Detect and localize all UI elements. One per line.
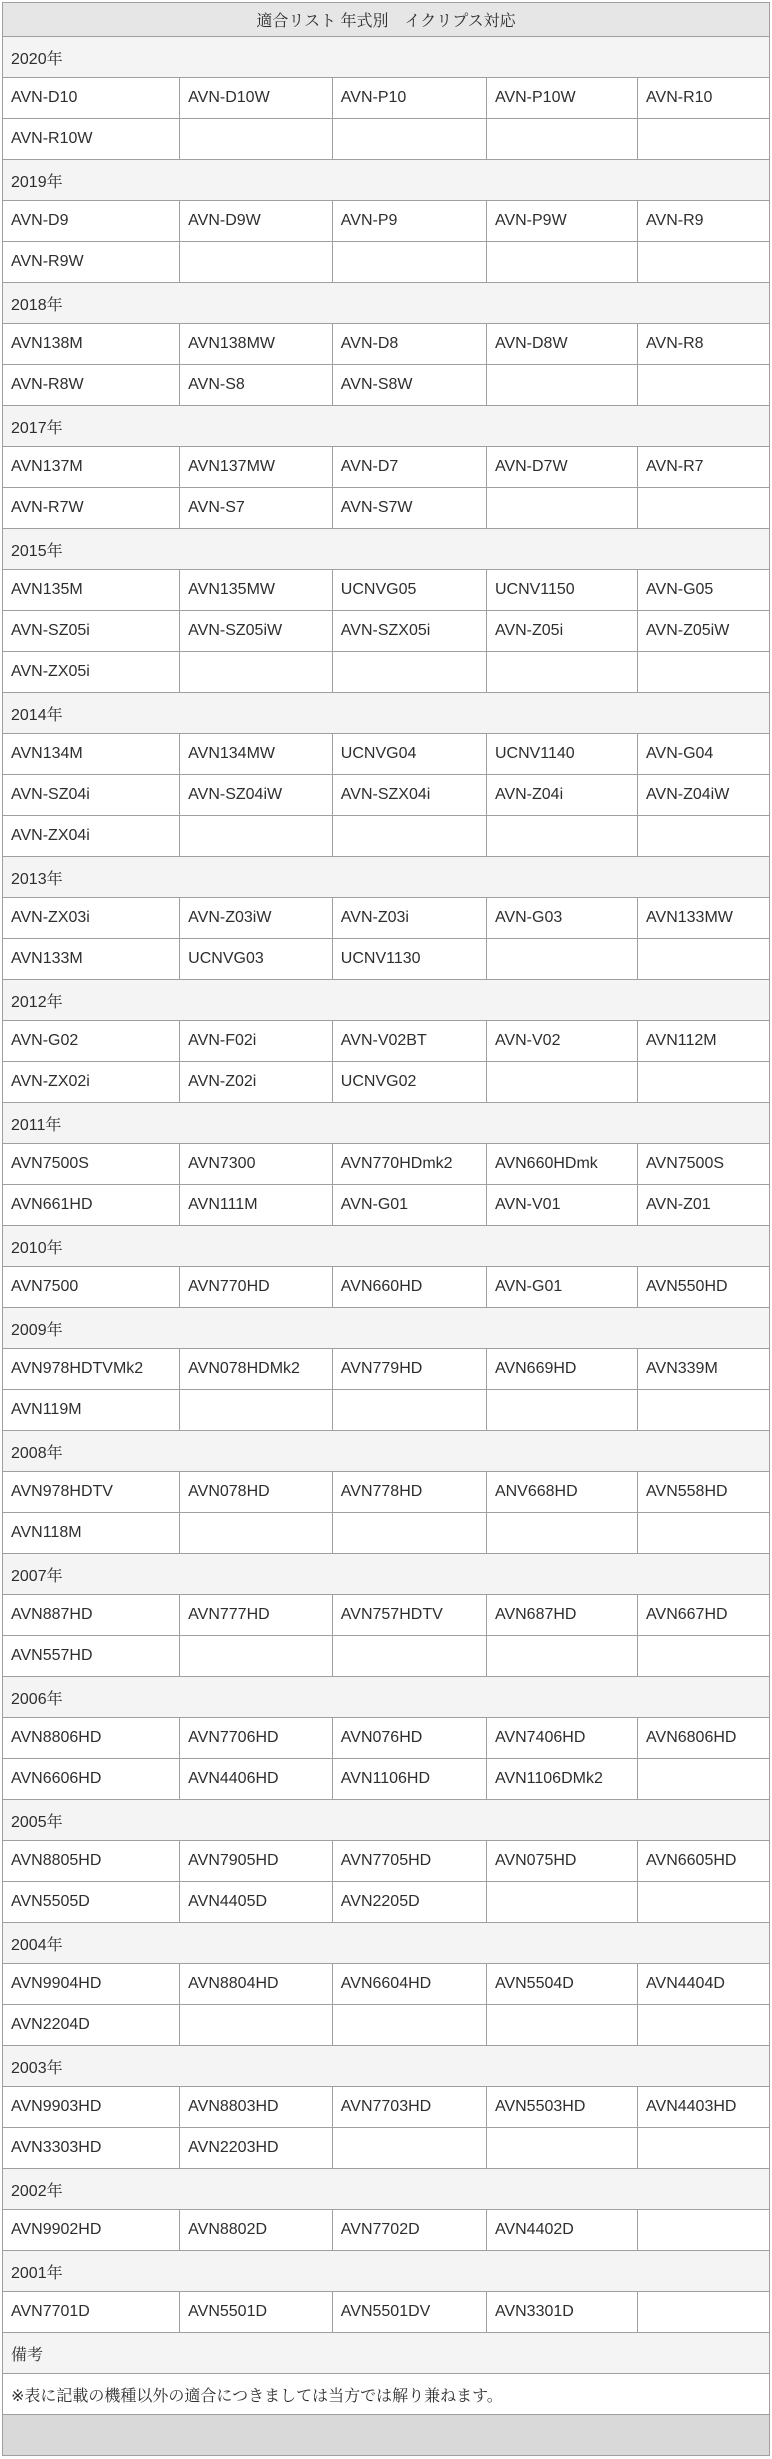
year-header-row <box>3 2046 770 2087</box>
model-cell: UCNV1150 <box>486 570 637 611</box>
empty-cell <box>180 652 333 693</box>
empty-cell <box>638 2005 770 2046</box>
model-cell: AVN7702D <box>332 2210 486 2251</box>
model-cell: AVN757HDTV <box>332 1595 486 1636</box>
model-cell: AVN5504D <box>486 1964 637 2005</box>
empty-cell <box>638 1390 770 1431</box>
model-row <box>3 1636 770 1677</box>
model-row <box>3 734 770 775</box>
model-cell: AVN4402D <box>486 2210 637 2251</box>
model-cell: AVN135MW <box>180 570 333 611</box>
model-cell: AVN661HD <box>3 1185 180 1226</box>
model-row <box>3 2128 770 2169</box>
model-cell: AVN-D10W <box>180 78 333 119</box>
empty-cell <box>638 1759 770 1800</box>
model-cell: AVN687HD <box>486 1595 637 1636</box>
empty-cell <box>180 816 333 857</box>
model-cell: AVN-Z04i <box>486 775 637 816</box>
model-cell: AVN7300 <box>180 1144 333 1185</box>
model-cell: AVN4403HD <box>638 2087 770 2128</box>
model-cell: AVN7500S <box>3 1144 180 1185</box>
model-cell: AVN-ZX03i <box>3 898 180 939</box>
empty-cell <box>180 1636 333 1677</box>
model-cell: AVN-Z03iW <box>180 898 333 939</box>
model-row <box>3 201 770 242</box>
year-header: 2018年 <box>3 283 770 324</box>
empty-cell <box>180 1513 333 1554</box>
model-cell: AVN-Z01 <box>638 1185 770 1226</box>
empty-cell <box>486 2005 637 2046</box>
model-cell: AVN-G03 <box>486 898 637 939</box>
model-row <box>3 1964 770 2005</box>
empty-cell <box>332 816 486 857</box>
model-cell: AVN-Z05i <box>486 611 637 652</box>
model-cell: AVN660HD <box>332 1267 486 1308</box>
model-cell: AVN138M <box>3 324 180 365</box>
empty-cell <box>638 2210 770 2251</box>
empty-cell <box>180 2005 333 2046</box>
empty-cell <box>486 816 637 857</box>
model-cell: AVN-Z04iW <box>638 775 770 816</box>
year-header-row <box>3 2251 770 2292</box>
model-row <box>3 1185 770 1226</box>
model-cell: AVN5503HD <box>486 2087 637 2128</box>
year-header-row <box>3 980 770 1021</box>
model-row <box>3 1144 770 1185</box>
model-cell: AVN137MW <box>180 447 333 488</box>
model-cell: AVN5505D <box>3 1882 180 1923</box>
model-cell: AVN558HD <box>638 1472 770 1513</box>
empty-cell <box>486 1882 637 1923</box>
model-cell: AVN-G01 <box>486 1267 637 1308</box>
model-cell: AVN1106DMk2 <box>486 1759 637 1800</box>
model-cell: AVN-R7W <box>3 488 180 529</box>
empty-cell <box>638 1882 770 1923</box>
model-cell: AVN7500S <box>638 1144 770 1185</box>
empty-cell <box>486 488 637 529</box>
model-cell: AVN-S7W <box>332 488 486 529</box>
empty-cell <box>486 1513 637 1554</box>
empty-cell <box>180 242 333 283</box>
year-header-row <box>3 857 770 898</box>
model-cell: AVN-Z03i <box>332 898 486 939</box>
model-cell: AVN3301D <box>486 2292 637 2333</box>
model-row <box>3 775 770 816</box>
model-row <box>3 1472 770 1513</box>
model-cell: AVN075HD <box>486 1841 637 1882</box>
model-row <box>3 447 770 488</box>
model-cell: AVN-S7 <box>180 488 333 529</box>
model-cell: AVN9903HD <box>3 2087 180 2128</box>
remarks-header-row <box>3 2333 770 2374</box>
model-cell: AVN5501DV <box>332 2292 486 2333</box>
model-cell: AVN8806HD <box>3 1718 180 1759</box>
empty-cell <box>486 119 637 160</box>
year-header: 2013年 <box>3 857 770 898</box>
model-cell: AVN6604HD <box>332 1964 486 2005</box>
model-cell: AVN339M <box>638 1349 770 1390</box>
year-header: 2008年 <box>3 1431 770 1472</box>
year-header: 2003年 <box>3 2046 770 2087</box>
empty-cell <box>638 1513 770 1554</box>
year-header: 2014年 <box>3 693 770 734</box>
model-cell: AVN660HDmk <box>486 1144 637 1185</box>
empty-cell <box>332 2128 486 2169</box>
model-row <box>3 1390 770 1431</box>
model-cell: AVN1106HD <box>332 1759 486 1800</box>
empty-cell <box>180 119 333 160</box>
model-cell: AVN7703HD <box>332 2087 486 2128</box>
year-header-row <box>3 1800 770 1841</box>
model-row <box>3 78 770 119</box>
model-cell: AVN778HD <box>332 1472 486 1513</box>
model-cell: AVN-R8W <box>3 365 180 406</box>
model-cell: AVN7706HD <box>180 1718 333 1759</box>
model-row <box>3 939 770 980</box>
model-cell: AVN119M <box>3 1390 180 1431</box>
model-cell: AVN-ZX04i <box>3 816 180 857</box>
model-cell: UCNVG04 <box>332 734 486 775</box>
model-cell: AVN7705HD <box>332 1841 486 1882</box>
model-cell: AVN550HD <box>638 1267 770 1308</box>
model-row <box>3 1062 770 1103</box>
empty-cell <box>486 2128 637 2169</box>
year-header: 2002年 <box>3 2169 770 2210</box>
model-cell: AVN779HD <box>332 1349 486 1390</box>
empty-cell <box>638 2128 770 2169</box>
model-cell: AVN557HD <box>3 1636 180 1677</box>
model-cell: AVN7406HD <box>486 1718 637 1759</box>
empty-cell <box>332 2005 486 2046</box>
model-row <box>3 119 770 160</box>
model-row <box>3 652 770 693</box>
year-header-row <box>3 1308 770 1349</box>
model-cell: AVN4406HD <box>180 1759 333 1800</box>
model-cell: ANV668HD <box>486 1472 637 1513</box>
model-cell: AVN134M <box>3 734 180 775</box>
model-cell: AVN-Z05iW <box>638 611 770 652</box>
empty-cell <box>638 488 770 529</box>
model-cell: AVN-SZX05i <box>332 611 486 652</box>
model-cell: AVN-F02i <box>180 1021 333 1062</box>
model-cell: AVN-R9 <box>638 201 770 242</box>
year-header-row <box>3 693 770 734</box>
model-cell: AVN-V01 <box>486 1185 637 1226</box>
empty-cell <box>638 652 770 693</box>
model-cell: UCNV1140 <box>486 734 637 775</box>
model-cell: AVN978HDTV <box>3 1472 180 1513</box>
model-cell: AVN133MW <box>638 898 770 939</box>
model-cell: AVN887HD <box>3 1595 180 1636</box>
empty-cell <box>332 1513 486 1554</box>
model-cell: AVN-S8 <box>180 365 333 406</box>
empty-cell <box>332 652 486 693</box>
model-cell: AVN118M <box>3 1513 180 1554</box>
model-cell: AVN8802D <box>180 2210 333 2251</box>
model-cell: AVN-R7 <box>638 447 770 488</box>
model-cell: AVN-D8W <box>486 324 637 365</box>
model-cell: AVN-D7 <box>332 447 486 488</box>
model-cell: AVN770HD <box>180 1267 333 1308</box>
year-header: 2015年 <box>3 529 770 570</box>
model-cell: AVN-SZ04i <box>3 775 180 816</box>
model-row <box>3 1841 770 1882</box>
year-header-row <box>3 1554 770 1595</box>
year-header: 2007年 <box>3 1554 770 1595</box>
model-cell: AVN669HD <box>486 1349 637 1390</box>
model-cell: AVN6605HD <box>638 1841 770 1882</box>
year-header-row <box>3 2169 770 2210</box>
model-row <box>3 2005 770 2046</box>
model-cell: AVN-V02BT <box>332 1021 486 1062</box>
empty-cell <box>638 2292 770 2333</box>
year-header-row <box>3 406 770 447</box>
remarks-note: ※表に記載の機種以外の適合につきましては当方では解り兼ねます。 <box>3 2374 770 2415</box>
empty-cell <box>332 1390 486 1431</box>
remarks-header: 備考 <box>3 2333 770 2374</box>
model-cell: AVN134MW <box>180 734 333 775</box>
empty-cell <box>332 242 486 283</box>
empty-cell <box>332 1636 486 1677</box>
empty-cell <box>180 1390 333 1431</box>
model-row <box>3 570 770 611</box>
model-cell: AVN-R8 <box>638 324 770 365</box>
model-cell: AVN133M <box>3 939 180 980</box>
model-cell: AVN6606HD <box>3 1759 180 1800</box>
model-row <box>3 816 770 857</box>
model-cell: AVN8805HD <box>3 1841 180 1882</box>
model-cell: AVN7905HD <box>180 1841 333 1882</box>
model-row <box>3 2292 770 2333</box>
empty-cell <box>486 242 637 283</box>
model-cell: AVN2205D <box>332 1882 486 1923</box>
model-cell: AVN4404D <box>638 1964 770 2005</box>
model-cell: AVN-R10 <box>638 78 770 119</box>
model-cell: AVN-SZ05iW <box>180 611 333 652</box>
model-cell: AVN-G01 <box>332 1185 486 1226</box>
model-row <box>3 2087 770 2128</box>
model-cell: AVN978HDTVMk2 <box>3 1349 180 1390</box>
compatibility-table <box>2 2 770 2456</box>
model-cell: AVN-P10 <box>332 78 486 119</box>
model-cell: AVN-ZX02i <box>3 1062 180 1103</box>
footer-empty-cell <box>3 2415 770 2456</box>
year-header-row <box>3 529 770 570</box>
model-cell: AVN-SZX04i <box>332 775 486 816</box>
model-cell: AVN135M <box>3 570 180 611</box>
year-header: 2019年 <box>3 160 770 201</box>
model-cell: AVN078HD <box>180 1472 333 1513</box>
empty-cell <box>638 1636 770 1677</box>
year-header-row <box>3 1226 770 1267</box>
year-header: 2006年 <box>3 1677 770 1718</box>
model-row <box>3 324 770 365</box>
empty-cell <box>332 119 486 160</box>
model-cell: AVN-P9W <box>486 201 637 242</box>
model-cell: AVN-SZ05i <box>3 611 180 652</box>
year-header: 2005年 <box>3 1800 770 1841</box>
empty-cell <box>638 939 770 980</box>
page-title: 適合リスト 年式別 イクリプス対応 <box>3 3 770 37</box>
year-header-row <box>3 1923 770 1964</box>
year-header: 2010年 <box>3 1226 770 1267</box>
model-cell: AVN9902HD <box>3 2210 180 2251</box>
year-header-row <box>3 1103 770 1144</box>
empty-cell <box>638 365 770 406</box>
model-cell: AVN667HD <box>638 1595 770 1636</box>
model-cell: AVN-G02 <box>3 1021 180 1062</box>
model-cell: AVN7701D <box>3 2292 180 2333</box>
model-cell: AVN4405D <box>180 1882 333 1923</box>
empty-cell <box>486 652 637 693</box>
model-row <box>3 1513 770 1554</box>
model-cell: AVN-S8W <box>332 365 486 406</box>
year-header: 2004年 <box>3 1923 770 1964</box>
footer-empty-row <box>3 2415 770 2456</box>
model-cell: AVN-P9 <box>332 201 486 242</box>
model-cell: AVN-SZ04iW <box>180 775 333 816</box>
year-header: 2001年 <box>3 2251 770 2292</box>
year-header-row <box>3 37 770 78</box>
model-cell: AVN770HDmk2 <box>332 1144 486 1185</box>
model-cell: AVN3303HD <box>3 2128 180 2169</box>
model-cell: AVN-R10W <box>3 119 180 160</box>
model-row <box>3 2210 770 2251</box>
model-cell: AVN-D9 <box>3 201 180 242</box>
model-cell: UCNVG05 <box>332 570 486 611</box>
year-header-row <box>3 1677 770 1718</box>
model-cell: AVN5501D <box>180 2292 333 2333</box>
model-cell: AVN112M <box>638 1021 770 1062</box>
model-row <box>3 1759 770 1800</box>
model-row <box>3 1718 770 1759</box>
year-header-row <box>3 160 770 201</box>
model-cell: AVN7500 <box>3 1267 180 1308</box>
year-header: 2011年 <box>3 1103 770 1144</box>
model-cell: AVN6806HD <box>638 1718 770 1759</box>
model-cell: AVN111M <box>180 1185 333 1226</box>
model-row <box>3 1021 770 1062</box>
model-cell: AVN8803HD <box>180 2087 333 2128</box>
model-cell: UCNVG03 <box>180 939 333 980</box>
year-header-row <box>3 283 770 324</box>
empty-cell <box>486 1390 637 1431</box>
model-row <box>3 1882 770 1923</box>
model-cell: AVN777HD <box>180 1595 333 1636</box>
empty-cell <box>486 939 637 980</box>
table-header-row <box>3 3 770 37</box>
empty-cell <box>638 119 770 160</box>
model-cell: AVN-ZX05i <box>3 652 180 693</box>
year-header: 2017年 <box>3 406 770 447</box>
remarks-note-row <box>3 2374 770 2415</box>
model-cell: AVN-D8 <box>332 324 486 365</box>
empty-cell <box>486 1636 637 1677</box>
model-row <box>3 1267 770 1308</box>
model-row <box>3 611 770 652</box>
model-cell: AVN078HDMk2 <box>180 1349 333 1390</box>
model-cell: UCNV1130 <box>332 939 486 980</box>
model-cell: UCNVG02 <box>332 1062 486 1103</box>
empty-cell <box>638 242 770 283</box>
model-row <box>3 365 770 406</box>
model-cell: AVN137M <box>3 447 180 488</box>
model-row <box>3 242 770 283</box>
empty-cell <box>486 1062 637 1103</box>
year-header: 2012年 <box>3 980 770 1021</box>
model-cell: AVN-V02 <box>486 1021 637 1062</box>
model-cell: AVN-Z02i <box>180 1062 333 1103</box>
model-row <box>3 898 770 939</box>
model-cell: AVN2204D <box>3 2005 180 2046</box>
empty-cell <box>486 365 637 406</box>
model-row <box>3 488 770 529</box>
empty-cell <box>638 816 770 857</box>
empty-cell <box>638 1062 770 1103</box>
model-cell: AVN-R9W <box>3 242 180 283</box>
model-cell: AVN-D7W <box>486 447 637 488</box>
model-cell: AVN-D10 <box>3 78 180 119</box>
model-cell: AVN138MW <box>180 324 333 365</box>
year-header-row <box>3 1431 770 1472</box>
model-cell: AVN076HD <box>332 1718 486 1759</box>
model-cell: AVN2203HD <box>180 2128 333 2169</box>
model-cell: AVN8804HD <box>180 1964 333 2005</box>
model-cell: AVN-D9W <box>180 201 333 242</box>
model-cell: AVN-G05 <box>638 570 770 611</box>
model-cell: AVN9904HD <box>3 1964 180 2005</box>
model-row <box>3 1349 770 1390</box>
model-cell: AVN-P10W <box>486 78 637 119</box>
year-header: 2020年 <box>3 37 770 78</box>
model-cell: AVN-G04 <box>638 734 770 775</box>
model-row <box>3 1595 770 1636</box>
year-header: 2009年 <box>3 1308 770 1349</box>
